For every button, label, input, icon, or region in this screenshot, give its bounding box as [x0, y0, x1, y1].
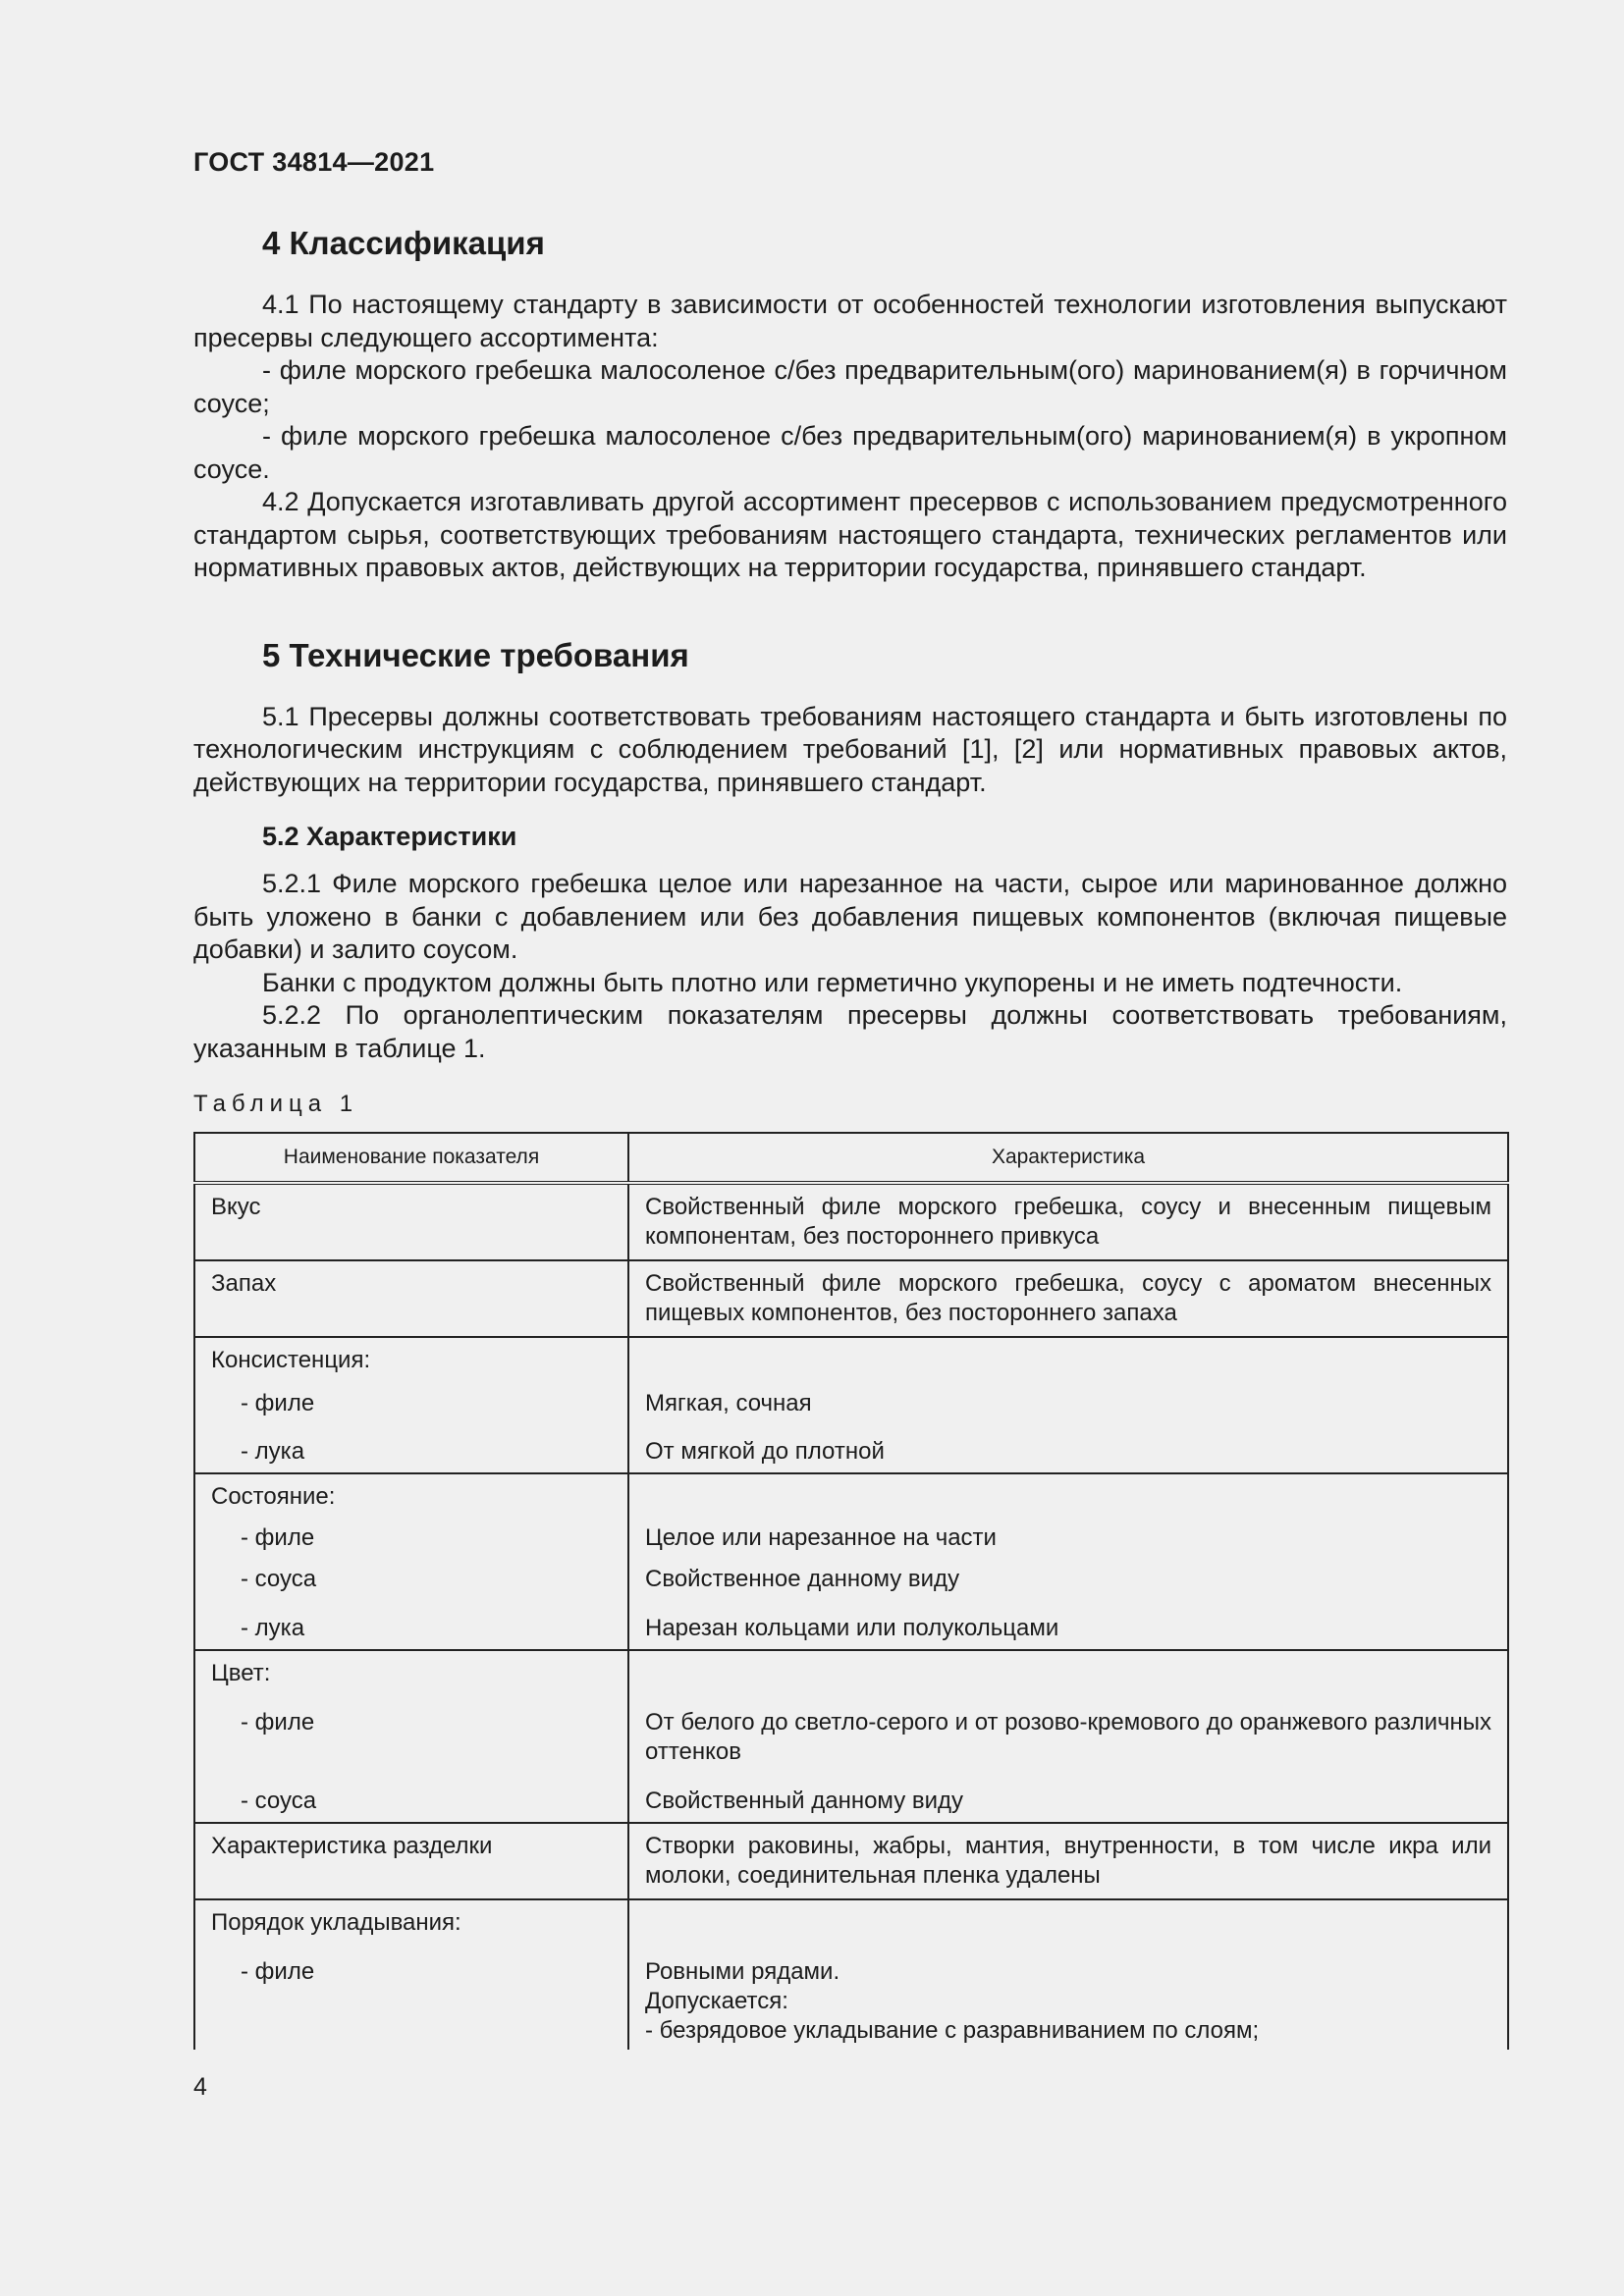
sub-value: Свойственное данному виду	[645, 1566, 960, 1592]
table-caption: Таблица 1	[193, 1091, 359, 1117]
standard-code: ГОСТ 34814—2021	[193, 147, 435, 177]
sub-value-line: - безрядовое укладывание с разравниванием по слоям;	[645, 2017, 1260, 2044]
paragraph-4-2: 4.2 Допускается изготавливать другой ассортимент пресервов с использованием предусмотренного стандартом сырья, соответствующих требованиям настоящего стандарта, технических регламентов или нормативных правовых актов, действующих на территории государства, принявшего стандарт.	[193, 487, 1507, 582]
paragraph-5-2-1: 5.2.1 Филе морского гребешка целое или нарезанное на части, сырое или маринованное должно быть уложено в банки с добавлением или без добавления пищевых компонентов (включая пищевые добавки) и залито соусом.	[193, 869, 1507, 964]
cell-value: Створки раковины, жабры, мантия, внутренности, в том числе икра или молоки, соединительная пленка удалены	[628, 1823, 1508, 1899]
sub-value: От белого до светло-серого и от розово-кремового до оранжевого различных оттенков	[645, 1709, 1491, 1765]
subsection-5-2-title: 5.2 Характеристики	[262, 822, 517, 851]
sub-value: Целое или нарезанное на части	[645, 1524, 997, 1551]
section-4-title: 4 Классификация	[262, 225, 545, 261]
list-item-mustard: - филе морского гребешка малосоленое с/без предварительным(ого) маринованием(я) в горчичном соусе;	[193, 355, 1507, 418]
table-row	[194, 1183, 1508, 1260]
cell-name	[194, 1473, 628, 1650]
page-number: 4	[193, 2073, 207, 2101]
sub-value-line: Ровными рядами.	[645, 1958, 840, 1985]
group-title: Состояние:	[211, 1483, 336, 1510]
cell-value	[628, 1650, 1508, 1823]
sub-value: От мягкой до плотной	[645, 1438, 885, 1465]
sub-item: - филе	[241, 1958, 315, 1985]
sub-item: - лука	[241, 1438, 305, 1465]
cell-value	[628, 1473, 1508, 1650]
table-row	[194, 1899, 1508, 2050]
cell-value: Свойственный филе морского гребешка, соусу и внесенным пищевым компонентам, без постороннего привкуса	[628, 1183, 1508, 1260]
cell-name	[194, 1650, 628, 1823]
section-5-title: 5 Технические требования	[262, 636, 689, 673]
sub-item: - соуса	[241, 1788, 317, 1814]
cell-name: Вкус	[194, 1183, 628, 1260]
table-row	[194, 1337, 1508, 1473]
header-indicator: Наименование показателя	[194, 1133, 628, 1183]
cell-name	[194, 1899, 628, 2050]
paragraph-jars: Банки с продуктом должны быть плотно или герметично укупорены и не иметь подтечности.	[262, 967, 1403, 997]
sub-value: Свойственный данному виду	[645, 1788, 964, 1814]
cell-name	[194, 1337, 628, 1473]
table-row	[194, 1260, 1508, 1337]
cell-value: Свойственный филе морского гребешка, соусу с ароматом внесенных пищевых компонентов, без постороннего запаха	[628, 1260, 1508, 1337]
list-item-dill: - филе морского гребешка малосоленое с/без предварительным(ого) маринованием(я) в укропном соусе.	[193, 421, 1507, 484]
header-characteristic: Характеристика	[628, 1133, 1508, 1183]
cell-name: Запах	[194, 1260, 628, 1337]
table-row	[194, 1473, 1508, 1650]
page-content	[193, 216, 1507, 2050]
cell-value	[628, 1899, 1508, 2050]
sub-value-line: Допускается:	[645, 1988, 788, 2014]
cell-value	[628, 1337, 1508, 1473]
paragraph-5-1: 5.1 Пресервы должны соответствовать требованиям настоящего стандарта и быть изготовлены по технологическим инструкциям с соблюдением требований [1], [2] или нормативных правовых актов, действующих на территории государства, принявшего стандарт.	[193, 701, 1507, 797]
cell-name: Характеристика разделки	[194, 1823, 628, 1899]
table-header-row	[194, 1133, 1508, 1183]
table-row	[194, 1650, 1508, 1823]
sub-item: - лука	[241, 1615, 305, 1641]
paragraph-5-2-2: 5.2.2 По органолептическим показателям пресервы должны соответствовать требованиям, указанным в таблице 1.	[193, 1000, 1507, 1063]
sub-item: - филе	[241, 1390, 315, 1416]
sub-value: Мягкая, сочная	[645, 1390, 812, 1416]
sub-value: Нарезан кольцами или полукольцами	[645, 1615, 1059, 1641]
paragraph-4-1: 4.1 По настоящему стандарту в зависимости от особенностей технологии изготовления выпускают пресервы следующего ассортимента:	[193, 290, 1507, 352]
organoleptic-table	[193, 1132, 1509, 2050]
sub-item: - филе	[241, 1524, 315, 1551]
group-title: Порядок укладывания:	[211, 1909, 461, 1936]
sub-item: - соуса	[241, 1566, 317, 1592]
group-title: Консистенция:	[211, 1347, 371, 1373]
table-row	[194, 1823, 1508, 1899]
sub-item: - филе	[241, 1709, 315, 1735]
group-title: Цвет:	[211, 1660, 271, 1686]
